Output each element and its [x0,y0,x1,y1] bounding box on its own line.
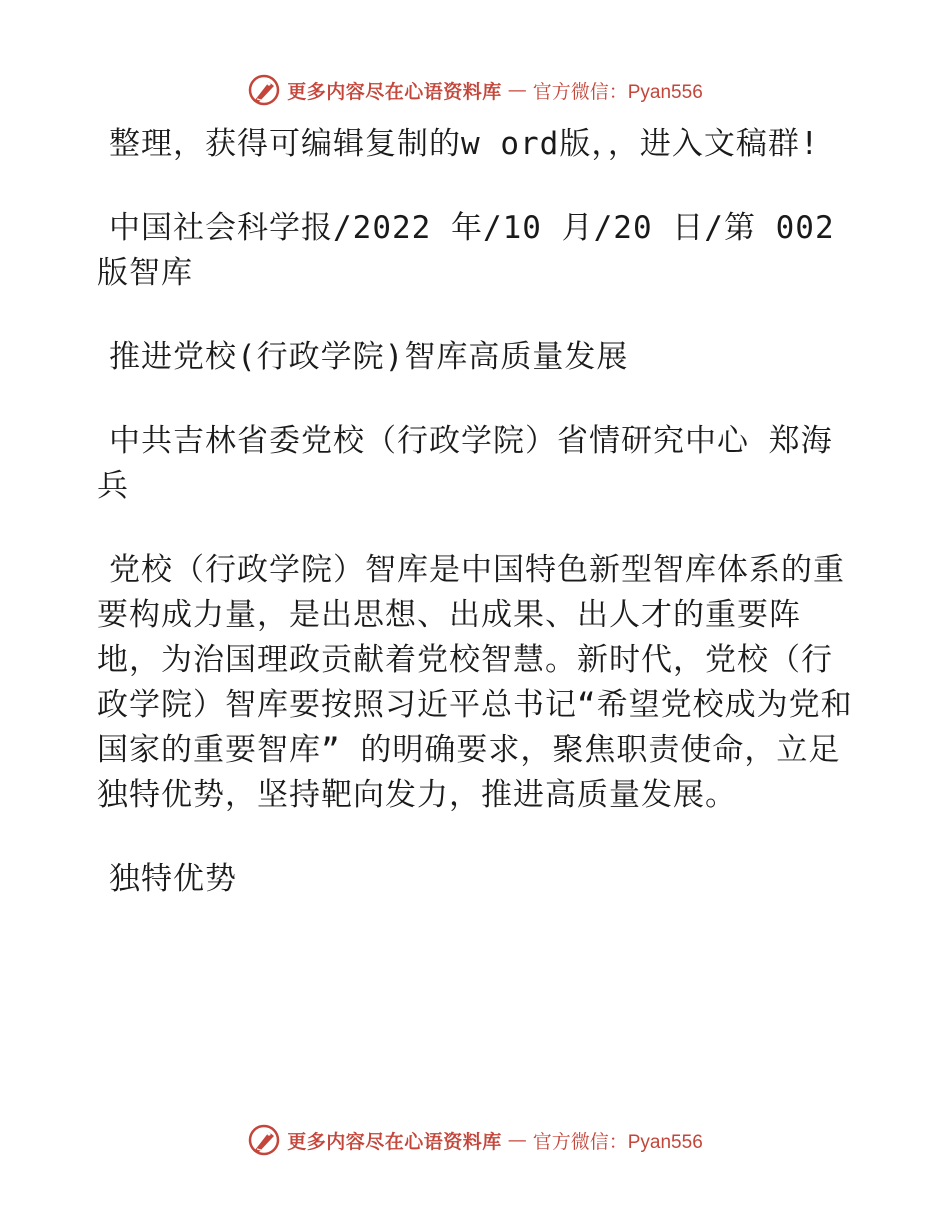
banner-wechat-text: 官方微信：Pyan556 [532,81,703,103]
header-banner [0,70,950,110]
banner-separator: — [507,1129,527,1151]
pen-nib-logo-icon [247,1123,281,1157]
footer-banner-content [247,1123,703,1157]
paragraph-intro-note: 整理，获得可编辑复制的w ord版，，进入文稿群! [109,126,820,162]
footer-banner [0,1120,950,1160]
article-author: 中共吉林省委党校（行政学院）省情研究中心 郑海兵 [97,423,833,504]
banner-site-text: 更多内容尽在心语资料库 [287,1130,502,1153]
paragraph-source: 中国社会科学报/2022 年/10 月/20 日/第 002 版智库 [97,210,835,291]
banner-site-text: 更多内容尽在心语资料库 [287,80,502,103]
section-heading: 独特优势 [109,861,237,897]
document-body [97,122,857,941]
header-banner-content [247,73,703,107]
paragraph-body: 党校（行政学院）智库是中国特色新型智库体系的重要构成力量，是出思想、出成果、出人才的重要阵地，为治国理政贡献着党校智慧。新时代，党校（行政学院）智库要按照习近平总书记“希望党校成为党和国家的重要智库” 的明确要求，聚焦职责使命，立足独特优势，坚持靶向发力，推进高质量发展。 [97,552,853,813]
banner-wechat-text: 官方微信：Pyan556 [532,1131,703,1153]
pen-nib-logo-icon [247,73,281,107]
banner-separator: — [507,79,527,101]
article-title: 推进党校(行政学院)智库高质量发展 [109,339,629,375]
